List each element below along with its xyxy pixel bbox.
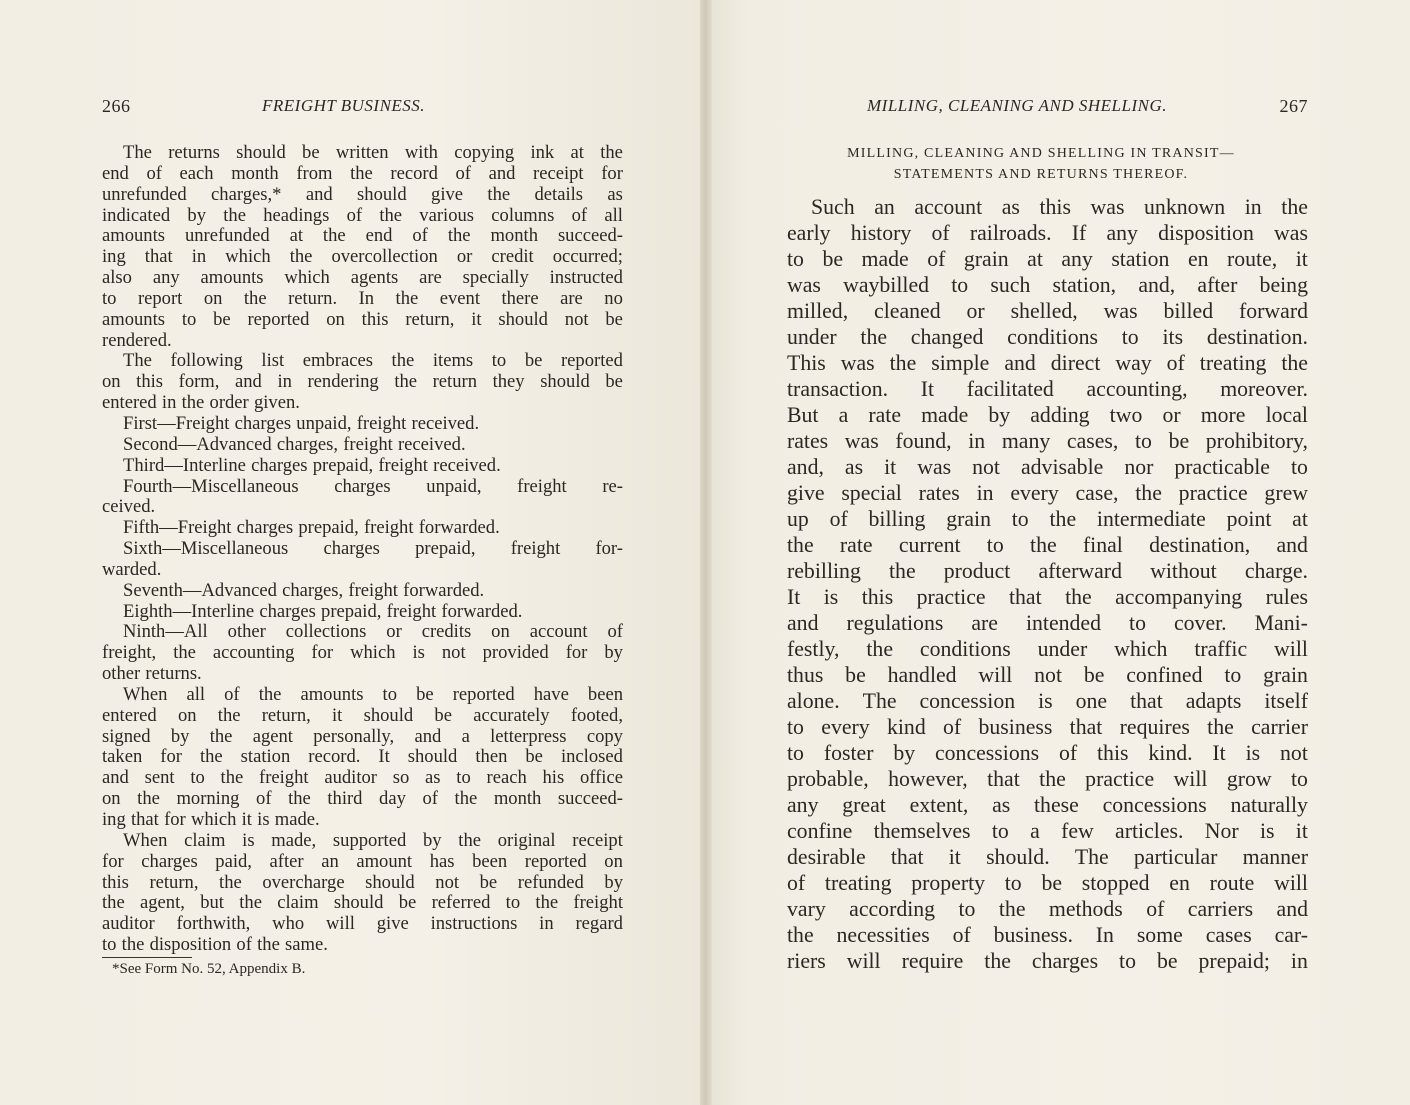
right-text-line: But a rate made by adding two or more local xyxy=(787,403,1308,427)
right-running-head xyxy=(787,96,1308,120)
left-text-line: Fourth—Miscellaneous charges unpaid, freight re- xyxy=(123,475,623,497)
left-text-line: indicated by the headings of the various columns of all xyxy=(102,204,623,226)
left-text-line: taken for the station record. It should then be inclosed xyxy=(102,746,623,768)
book-gutter xyxy=(700,0,712,1105)
left-text-line: and sent to the freight auditor so as to reach his office xyxy=(102,767,623,789)
left-text-line: other returns. xyxy=(102,663,202,685)
left-text-line: to report on the return. In the event there are no xyxy=(102,287,623,309)
right-text-line: the rate current to the final destination, and xyxy=(787,533,1308,557)
right-text-line: early history of railroads. If any disposition was xyxy=(787,221,1308,245)
left-text-line: the agent, but the claim should be referred to the freight xyxy=(102,892,623,914)
right-text-line: It is this practice that the accompanying rules xyxy=(787,585,1308,609)
left-text-line: amounts unrefunded at the end of the month succeed- xyxy=(102,225,623,247)
left-text-line: unrefunded charges,* and should give the details as xyxy=(102,183,623,205)
left-text-line: to the disposition of the same. xyxy=(102,934,328,956)
right-text-line: This was the simple and direct way of treating the xyxy=(787,351,1308,375)
left-text-line: First—Freight charges unpaid, freight received. xyxy=(123,412,480,434)
right-text-line: to every kind of business that requires the carrier xyxy=(787,715,1308,739)
right-text-line: vary according to the methods of carriers and xyxy=(787,897,1308,921)
left-text-line: signed by the agent personally, and a letterpress copy xyxy=(102,725,623,747)
right-text-line: rates was found, in many cases, to be prohibitory, xyxy=(787,429,1308,453)
left-text-line: freight, the accounting for which is not provided for by xyxy=(102,642,623,664)
left-page-number: 266 xyxy=(102,96,131,116)
right-text-line: probable, however, that the practice will grow to xyxy=(787,767,1308,791)
section-heading-line-2: STATEMENTS AND RETURNS THEREOF. xyxy=(893,167,1189,182)
right-text-line: transaction. It facilitated accounting, moreover. xyxy=(787,377,1308,401)
left-text-line: entered in the order given. xyxy=(102,392,300,414)
left-text-line: Ninth—All other collections or credits on account of xyxy=(123,621,623,643)
right-text-line: was waybilled to such station, and, after being xyxy=(787,273,1308,297)
left-running-head xyxy=(102,96,623,120)
right-text-line: Such an account as this was unknown in the xyxy=(811,195,1308,219)
section-heading-line-1: MILLING, CLEANING AND SHELLING IN TRANSIT— xyxy=(847,146,1235,161)
left-text-line: amounts to be reported on this return, it should not be xyxy=(102,308,623,330)
right-text-line: any great extent, as these concessions naturally xyxy=(787,793,1308,817)
left-text-line: for charges paid, after an amount has been reported on xyxy=(102,850,623,872)
right-text-line: confine themselves to a few articles. Nor is it xyxy=(787,819,1308,843)
right-text-line: festly, the conditions under which traffic will xyxy=(787,637,1308,661)
left-text-line: Eighth—Interline charges prepaid, freight forwarded. xyxy=(123,600,523,622)
right-text-line: riers will require the charges to be prepaid; in xyxy=(787,949,1308,973)
right-page-number: 267 xyxy=(1279,96,1308,116)
right-text-line: up of billing grain to the intermediate point at xyxy=(787,507,1308,531)
left-text-line: warded. xyxy=(102,558,162,580)
left-text-line: When claim is made, supported by the original receipt xyxy=(123,829,623,851)
left-text-line: entered on the return, it should be accurately footed, xyxy=(102,704,623,726)
right-text-line: of treating property to be stopped en route will xyxy=(787,871,1308,895)
right-text-line: to foster by concessions of this kind. It is not xyxy=(787,741,1308,765)
left-text-line: rendered. xyxy=(102,329,172,351)
right-text-line: the necessities of business. In some cases car- xyxy=(787,923,1308,947)
left-text-line: ing that for which it is made. xyxy=(102,809,320,830)
left-text-line: ceived. xyxy=(102,496,156,518)
left-text-line: this return, the overcharge should not be refunded by xyxy=(102,871,623,893)
left-text-line: end of each month from the record of and receipt for xyxy=(102,162,623,184)
left-text-line: Third—Interline charges prepaid, freight received. xyxy=(123,454,501,476)
right-text-line: and regulations are intended to cover. Mani- xyxy=(787,611,1308,635)
right-text-line: to be made of grain at any station en route, it xyxy=(787,247,1308,271)
right-text-line: under the changed conditions to its destination. xyxy=(787,325,1308,349)
right-text-line: give special rates in every case, the practice grew xyxy=(787,481,1308,505)
left-running-title: FREIGHT BUSINESS. xyxy=(262,96,426,115)
right-body-text xyxy=(787,194,1308,974)
left-text-line: on the morning of the third day of the month succeed- xyxy=(102,788,623,810)
left-text-line: Fifth—Freight charges prepaid, freight forwarded. xyxy=(123,517,500,539)
left-text-line: The returns should be written with copying ink at the xyxy=(123,142,623,163)
right-text-line: and, as it was not advisable nor practicable to xyxy=(787,455,1308,479)
left-text-line: Sixth—Miscellaneous charges prepaid, freight for- xyxy=(123,538,623,560)
left-text-line: When all of the amounts to be reported have been xyxy=(123,683,623,705)
right-text-line: desirable that it should. The particular manner xyxy=(787,845,1308,869)
left-text-line: also any amounts which agents are specially instructed xyxy=(102,267,623,289)
footnote-rule xyxy=(102,957,192,958)
left-text-line: auditor forthwith, who will give instructions in regard xyxy=(102,913,623,935)
right-text-line: alone. The concession is one that adapts itself xyxy=(787,689,1308,713)
left-text-line: The following list embraces the items to be reported xyxy=(123,350,623,372)
left-text-line: Seventh—Advanced charges, freight forwarded. xyxy=(123,579,485,601)
right-text-line: milled, cleaned or shelled, was billed forward xyxy=(787,299,1308,323)
left-body-text xyxy=(102,143,623,956)
left-text-line: on this form, and in rendering the return they should be xyxy=(102,371,623,393)
right-running-title: MILLING, CLEANING AND SHELLING. xyxy=(867,96,1167,115)
right-text-line: rebilling the product afterward without charge. xyxy=(787,559,1308,583)
left-text-line: Second—Advanced charges, freight received. xyxy=(123,433,466,455)
right-text-line: thus be handled will not be confined to grain xyxy=(787,663,1308,687)
footnote: *See Form No. 52, Appendix B. xyxy=(112,961,306,977)
left-text-line: ing that in which the overcollection or credit occurred; xyxy=(102,246,623,268)
